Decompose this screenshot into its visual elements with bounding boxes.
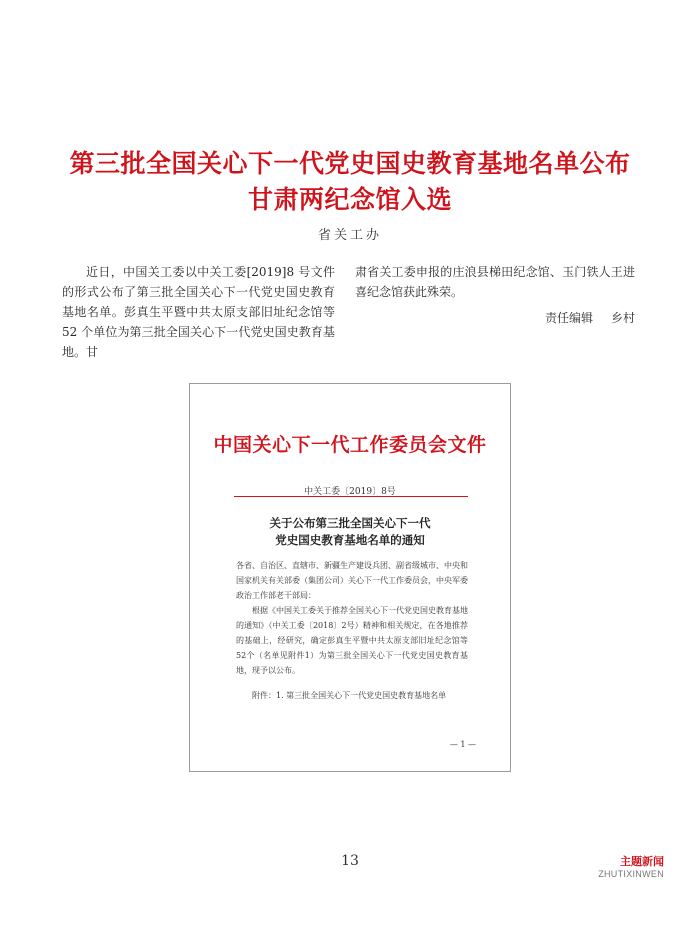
- brand-name-en: ZHUTIXINWEN: [598, 869, 664, 879]
- editor-name: 乡村: [610, 311, 635, 325]
- article-column-left: [62, 262, 335, 362]
- document-body: [236, 558, 468, 678]
- official-document-image: [189, 383, 511, 772]
- document-recipients: 各省、自治区、直辖市、新疆生产建设兵团、副省级城市、中央和国家机关有关部委（集团公司）关心下一代工作委员会，中央军委政治工作部老干部局：: [236, 561, 468, 600]
- article-title: [0, 146, 700, 218]
- brand-name-cn: 主题新闻: [620, 855, 664, 868]
- editor-label: 责任编辑: [544, 311, 593, 325]
- document-attachment: 附件：1. 第三批全国关心下一代党史国史教育基地名单: [252, 691, 447, 700]
- editor-credit: [355, 308, 635, 328]
- article-paragraph-left: 近日，中国关工委以中关工委[2019]8 号文件的形式公布了第三批全国关心下一代党史国史教育基地名单。彭真生平暨中共太原支部旧址纪念馆等 52 个单位为第三批全国关心下一代党史国史教育基地。甘: [62, 265, 335, 359]
- document-number: 中关工委〔2019〕8号: [304, 487, 396, 497]
- page-number: 13: [341, 853, 359, 869]
- document-title-line2: 党史国史教育基地名单的通知: [275, 533, 425, 547]
- article-column-right: [355, 262, 635, 328]
- article-title-line1: 第三批全国关心下一代党史国史教育基地名单公布: [69, 149, 631, 178]
- document-page-marker: — 1 —: [449, 740, 476, 749]
- document-paragraph: 根据《中国关工委关于推荐全国关心下一代党史国史教育基地的通知》（中关工委〔2018〕2号）精神和相关规定，在各地推荐的基础上，经研究，确定彭真生平暨中共太原支部旧址纪念馆等52个（名单见附件1）为第三批全国关心下一代党史国史教育基地，现予以公布。: [236, 606, 468, 675]
- article-paragraph-right: 肃省关工委申报的庄浪县梯田纪念馆、玉门铁人王进喜纪念馆获此殊荣。: [355, 265, 635, 299]
- article-byline: 省关工办: [317, 228, 382, 243]
- article-title-line2: 甘肃两纪念馆入选: [247, 185, 452, 214]
- document-header: 中国关心下一代工作委员会文件: [213, 434, 487, 456]
- document-title: [190, 515, 510, 549]
- document-red-rule: [234, 496, 468, 497]
- document-title-line1: 关于公布第三批全国关心下一代: [269, 516, 431, 530]
- section-brand: [560, 853, 664, 879]
